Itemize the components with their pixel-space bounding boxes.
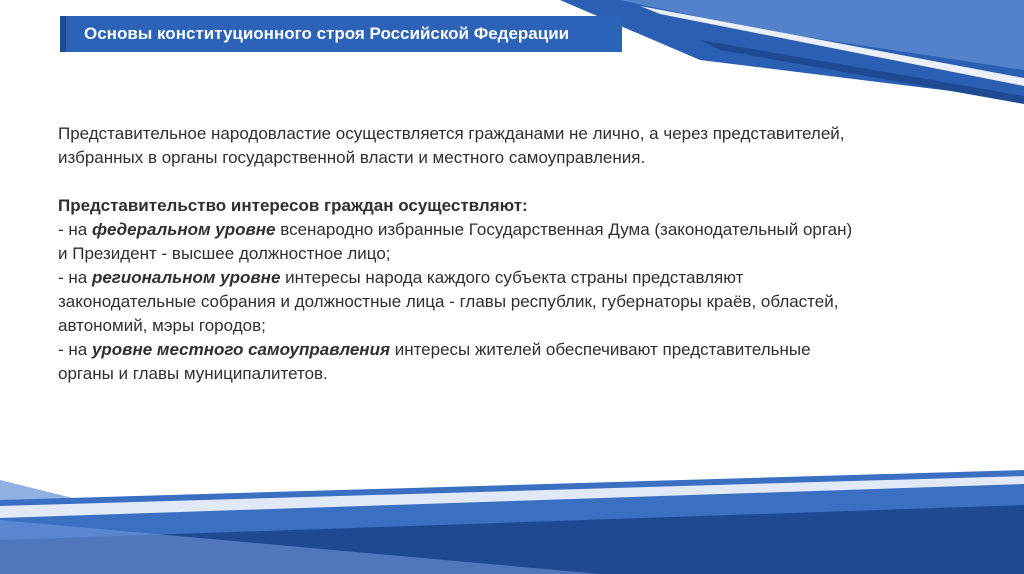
- item-regional-line-2: законодательные собрания и должностные лица - главы республик, губернаторы краёв, областей,: [58, 292, 839, 311]
- slide-title: Основы конституционного строя Российской Федерации: [84, 24, 570, 43]
- intro-line-2: избранных в органы государственной власти и местного самоуправления.: [58, 148, 646, 167]
- item-local-emphasis: уровне местного самоуправления: [91, 340, 390, 359]
- item-regional-line-1: интересы народа каждого субъекта страны представляют: [280, 268, 744, 287]
- item-federal-line-2: и Президент - высшее должностное лицо;: [58, 244, 391, 263]
- item-federal-emphasis: федеральном уровне: [91, 220, 276, 239]
- slide-content: [58, 122, 978, 386]
- section-heading: Представительство интересов граждан осуществляют:: [58, 196, 528, 215]
- item-regional-prefix: - на: [58, 268, 92, 287]
- paragraph-spacer: [58, 170, 978, 194]
- item-local-prefix: - на: [58, 340, 92, 359]
- intro-line-1: Представительное народовластие осуществляется гражданами не лично, а через представителей,: [58, 124, 845, 143]
- representation-section: [58, 194, 978, 386]
- item-local-line-1: интересы жителей обеспечивают представительные: [389, 340, 811, 359]
- item-regional-emphasis: региональном уровне: [91, 268, 281, 287]
- item-federal-prefix: - на: [58, 220, 92, 239]
- item-local-line-2: органы и главы муниципалитетов.: [58, 364, 328, 383]
- intro-paragraph: [58, 122, 978, 170]
- item-federal-line-1: всенародно избранные Государственная Дума (законодательный орган): [275, 220, 853, 239]
- item-regional-line-3: автономий, мэры городов;: [58, 316, 266, 335]
